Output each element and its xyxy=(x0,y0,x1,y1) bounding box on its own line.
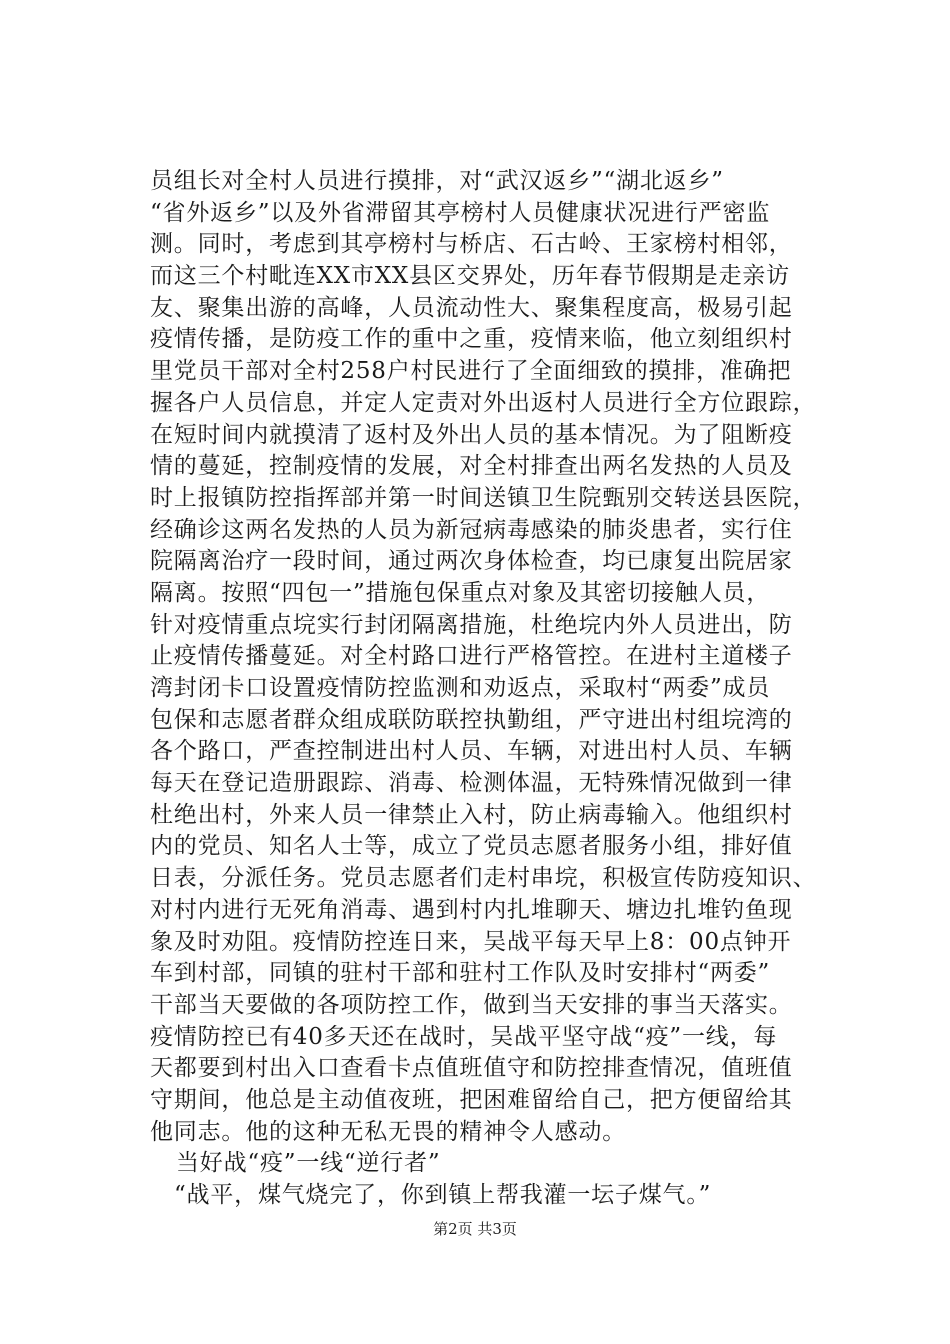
paragraph-line: 针对疫情重点垸实行封闭隔离措施，杜绝垸内外人员进出，防 xyxy=(150,611,793,638)
paragraph-line: 象及时劝阻。疫情防控连日来，吴战平每天早上8：00点钟开 xyxy=(150,928,792,955)
paragraph-line: 内的党员、知名人士等，成立了党员志愿者服务小组，排好值 xyxy=(150,833,793,860)
paragraph-line: 干部当天要做的各项防控工作，做到当天安排的事当天落实。 xyxy=(150,991,793,1018)
paragraph-line: 杜绝出村，外来人员一律禁止入村，防止病毒输入。他组织村 xyxy=(150,801,793,828)
paragraph-line: 经确诊这两名发热的人员为新冠病毒感染的肺炎患者，实行住 xyxy=(150,516,793,543)
paragraph-line: 各个路口，严查控制进出村人员、车辆，对进出村人员、车辆 xyxy=(150,738,793,765)
paragraph-line: 员组长对全村人员进行摸排，对“武汉返乡”“湖北返乡” xyxy=(150,168,724,194)
paragraph-line: 天都要到村出入口查看卡点值班值守和防控排查情况，值班值 xyxy=(150,1055,793,1082)
paragraph-line: 疫情传播，是防疫工作的重中之重，疫情来临，他立刻组织村 xyxy=(150,326,793,353)
section-subheading: 当好战“疫”一线“逆行者” xyxy=(176,1150,441,1177)
paragraph-line: 隔离。按照“四包一”措施包保重点对象及其密切接触人员， xyxy=(150,579,771,606)
body-text xyxy=(150,166,870,1212)
paragraph-line: 车到村部，同镇的驻村干部和驻村工作队及时安排村“两委” xyxy=(150,960,771,987)
paragraph-line: 湾封闭卡口设置疫情防控监测和劝返点，采取村“两委”成员 xyxy=(150,675,771,701)
paragraph-line: 他同志。他的这种无私无畏的精神令人感动。 xyxy=(150,1118,626,1145)
paragraph-line: 包保和志愿者群众组成联防联控执勤组，严守进出村组垸湾的 xyxy=(150,706,793,733)
paragraph-line: 在短时间内就摸清了返村及外出人员的基本情况。为了阻断疫 xyxy=(150,421,793,448)
paragraph-line: “省外返乡”以及外省滞留其亭榜村人员健康状况进行严密监 xyxy=(150,199,771,226)
paragraph-line: 对村内进行无死角消毒、遇到村内扎堆聊天、塘边扎堆钓鱼现 xyxy=(150,896,793,923)
quote-line: “战平，煤气烧完了，你到镇上帮我灌一坛子煤气。” xyxy=(174,1182,712,1208)
paragraph-line: 情的蔓延，控制疫情的发展，对全村排查出两名发热的人员及 xyxy=(150,453,793,480)
paragraph-line: 时上报镇防控指挥部并第一时间送镇卫生院甄别交转送县医院， xyxy=(150,484,817,511)
page-footer: 第2页 共3页 xyxy=(433,1220,517,1238)
paragraph-line: 止疫情传播蔓延。对全村路口进行严格管控。在进村主道楼子 xyxy=(150,643,793,670)
paragraph-line: 友、聚集出游的高峰，人员流动性大、聚集程度高，极易引起 xyxy=(150,294,793,321)
paragraph-line: 日表，分派任务。党员志愿者们走村串垸，积极宣传防疫知识、 xyxy=(150,865,817,892)
paragraph-line: 守期间，他总是主动值夜班，把困难留给自己，把方便留给其 xyxy=(150,1086,793,1113)
paragraph-line: 而这三个村毗连XX市XX县区交界处，历年春节假期是走亲访 xyxy=(150,263,790,290)
paragraph-line: 每天在登记造册跟踪、消毒、检测体温，无特殊情况做到一律 xyxy=(150,770,793,797)
paragraph-line: 疫情防控已有40多天还在战时，吴战平坚守战“疫”一线，每 xyxy=(150,1023,778,1050)
paragraph-line: 里党员干部对全村258户村民进行了全面细致的摸排，准确把 xyxy=(150,358,792,385)
paragraph-line: 院隔离治疗一段时间，通过两次身体检查，均已康复出院居家 xyxy=(150,548,793,575)
paragraph-line: 测。同时，考虑到其亭榜村与桥店、石古岭、王家榜村相邻， xyxy=(150,231,793,258)
paragraph-line: 握各户人员信息，并定人定责对外出返村人员进行全方位跟踪， xyxy=(150,389,817,416)
